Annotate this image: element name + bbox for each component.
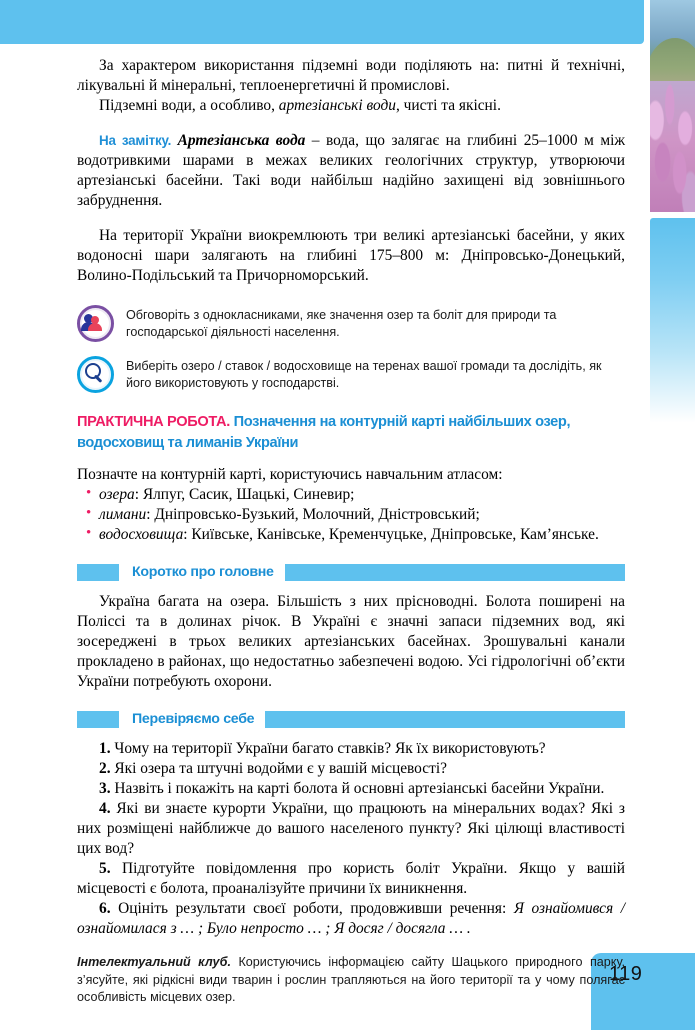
spacer <box>77 692 625 711</box>
list-item-values: : Київське, Канівське, Кременчуцьке, Дніпровське, Кам’янське. <box>183 525 599 543</box>
intellectual-club-block <box>77 954 625 1007</box>
right-blue-gradient-strip <box>650 218 695 423</box>
question-text: Назвіть і покажіть на карті болота й основні артезіанські басейни України. <box>110 779 605 797</box>
question-number: 1. <box>99 739 111 757</box>
spacer <box>77 211 625 226</box>
question-text: Чому на території України багато ставків? Як їх використовують? <box>110 739 546 757</box>
intellectual-club-text: Користуючись інформацією сайту Шацького природного парку, з’ясуйте, які рідкісні види тварин і рослин трапляються на його території та у чому полягає особливість місцевих озер. <box>77 954 625 1005</box>
magnifier-icon <box>77 356 114 393</box>
question-item <box>77 799 625 859</box>
practical-work-instruction <box>77 465 625 485</box>
question-number: 5. <box>99 859 111 877</box>
summary-banner-bar-right <box>285 564 625 581</box>
question-number: 3. <box>99 779 111 797</box>
basins-paragraph <box>77 226 625 286</box>
intro-paragraph-2-post: , чисті та якісні. <box>395 97 501 115</box>
spacer <box>77 393 625 412</box>
practical-work-title: Позначення на контурній карті найбільших озер, водосховищ та лиманів України <box>77 414 571 451</box>
question-number: 4. <box>99 799 111 817</box>
selfcheck-banner-title: Перевіряємо себе <box>132 711 255 728</box>
magnifier-icon-handle <box>94 375 102 383</box>
question-item <box>77 859 625 899</box>
question-number: 6. <box>99 899 111 917</box>
question-item-6 <box>77 899 625 939</box>
note-tag: На замітку. <box>99 133 172 149</box>
list-item-values: : Ялпуг, Сасик, Шацькі, Синевир; <box>134 485 355 503</box>
intro-paragraph-2-pre: Підземні води, а особливо, <box>99 97 279 115</box>
selfcheck-question-list <box>77 739 625 939</box>
practical-work-heading <box>77 412 625 453</box>
summary-banner-bar-left <box>77 564 119 581</box>
spacer <box>77 939 625 954</box>
summary-banner-title: Коротко про головне <box>132 564 274 581</box>
intro-paragraph-1 <box>77 56 625 96</box>
question-text: Які ви знаєте курорти України, що працюють на мінеральних водах? Які з них розміщені найближче до вашого населеного пункту? Які цілющі властивості цих вод? <box>77 799 625 857</box>
selfcheck-banner-bar-right <box>265 711 625 728</box>
intellectual-club-tag: Інтелектуальний клуб. <box>77 954 231 969</box>
practical-work-lead: ПРАКТИЧНА РОБОТА. <box>77 414 230 431</box>
people-icon-body-red <box>88 323 102 331</box>
edge-photo-crocus-field <box>650 0 695 212</box>
spacer <box>77 581 625 592</box>
people-icon <box>77 305 114 342</box>
summary-paragraph <box>77 592 625 692</box>
summary-banner <box>77 564 625 581</box>
question-number: 2. <box>99 759 111 777</box>
task-research[interactable] <box>77 356 625 393</box>
list-item-term: водосховища <box>99 525 184 543</box>
intro-paragraph-1-text: За характером використання підземні води поділяють на: питні й технічні, лікувальні й мінеральні, теплоенергетичні й промислові. <box>77 57 625 95</box>
page-number: 119 <box>609 963 643 985</box>
spacer <box>77 728 625 739</box>
spacer <box>77 116 625 131</box>
list-item <box>77 485 625 505</box>
note-block <box>77 131 625 211</box>
question-item <box>77 739 625 759</box>
list-item-term: лимани <box>99 505 147 523</box>
intro-paragraph-2 <box>77 96 625 116</box>
note-text: – вода, що залягає на глибині 25–1000 м між водотривкими шарами в межах великих геологічних структур, утворюючи артезіанські басейни. Такі води найбільш надійно захищені від зовнішнього забруднення. <box>77 132 625 210</box>
top-blue-band <box>0 0 644 44</box>
text-column <box>77 56 625 1007</box>
question-item <box>77 759 625 779</box>
basins-paragraph-text: На території України виокремлюють три великі артезіанські басейни, у яких водоносні шари залягають на глибині 175–800 м: Дніпровсько-Донецький, Волино-Подільський та Причорноморський. <box>77 227 625 285</box>
selfcheck-banner <box>77 711 625 728</box>
task-research-text: Виберіть озеро / ставок / водосховище на теренах вашої громади та дослідіть, як його використовують у господарстві. <box>126 359 602 391</box>
question-text: Підготуйте повідомлення про користь боліт України. Якщо у вашій місцевості є болота, проаналізуйте причини їх виникнення. <box>77 859 625 897</box>
list-item-values: : Дніпровсько-Бузький, Молочний, Дністровський; <box>146 505 480 523</box>
list-item-term: озера <box>99 485 135 503</box>
task-discussion-text: Обговоріть з однокласниками, яке значення озер та боліт для природи та господарської діяльності населення. <box>126 308 557 340</box>
spacer <box>77 286 625 301</box>
summary-paragraph-text: Україна багата на озера. Більшість з них прісноводні. Болота поширені на Поліссі та в долинах річок. В Україні є значні запаси підземних вод, які зосереджені в трьох великих артезіанських басейнах. Зрошувальні канали прокладено в районах, що недостатньо забезпечені водою. Усі гідрологічні об’єкти України потребують охорони. <box>77 592 625 690</box>
selfcheck-banner-bar-left <box>77 711 119 728</box>
question-item <box>77 779 625 799</box>
intro-paragraph-2-emphasis: артезіанські води <box>278 97 396 115</box>
question-text: Які озера та штучні водойми є у вашій місцевості? <box>110 759 447 777</box>
question-emphasis: Я ознайомився / ознайомилася з … ; Було непросто … ; Я досяг / досягла … . <box>77 899 625 937</box>
task-discussion[interactable] <box>77 305 625 342</box>
spacer <box>77 545 625 564</box>
practical-work-instruction-text: Позначте на контурній карті, користуючись навчальним атласом: <box>77 465 503 483</box>
practical-work-list <box>77 485 625 545</box>
photo-flowers <box>650 81 695 212</box>
spacer <box>77 454 625 465</box>
list-item <box>77 505 625 525</box>
list-item <box>77 525 625 545</box>
question-text: Оцініть результати своєї роботи, продовживши речення: <box>110 899 514 917</box>
note-term: Артезіанська вода <box>177 132 306 150</box>
